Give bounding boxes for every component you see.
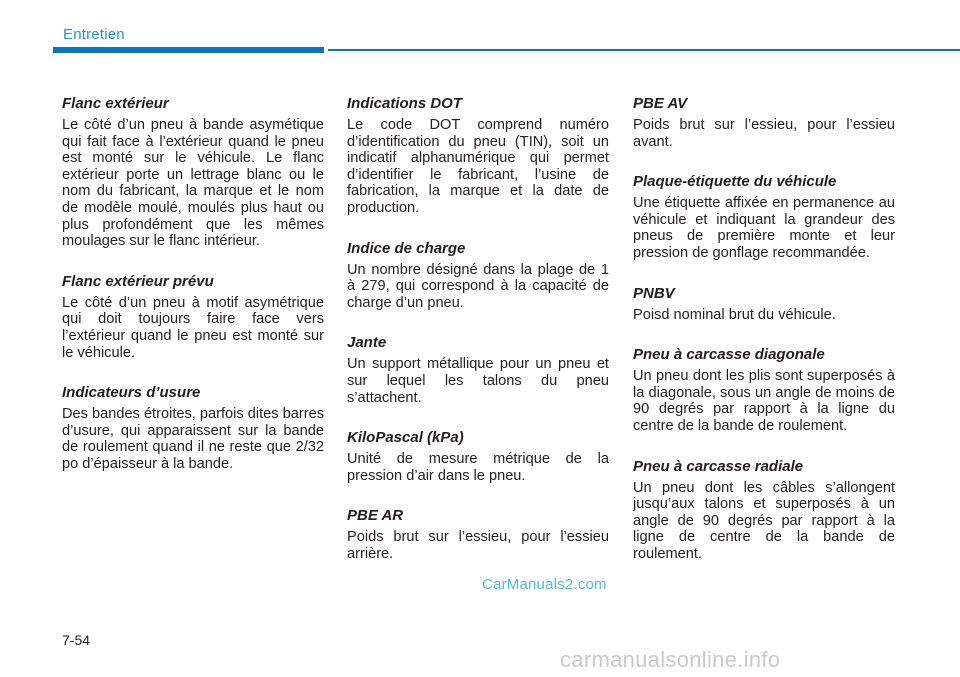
entry [347,239,609,312]
term-description: Une étiquette affixée en permanence au véhicule et indiquant la grandeur des pneus de première monte et leur pression de gonflage recommandée. [633,195,895,261]
header-rule-thin [328,49,960,51]
header-rule-thick [53,47,324,53]
entry [347,428,609,484]
term-heading: Indications DOT [347,95,463,112]
section-title: Entretien [63,26,125,43]
page-number: 7-54 [62,632,91,648]
entry [633,94,895,150]
term-description: Un pneu dont les câbles s’allongent jusqu’aux talons et superposés à un angle de 90 degrés par rapport à la ligne de centre de la bande de roulement. [633,479,895,562]
entry [347,506,609,562]
term-heading: Plaque-étiquette du véhicule [633,173,837,191]
entry [633,345,895,434]
term-heading: Flanc extérieur [62,95,169,112]
term-description: Le côté d’un pneu à bande asymétique qui fait face à l’extérieur quand le pneu est monté sur le véhicule. Le flanc extérieur porte un lettrage blanc ou le nom du fabricant, la marque et le nom de modèle moulé, moulés plus haut ou plus profondément que les mêmes moulages sur le flanc intérieur. [62,117,324,250]
entry [347,333,609,406]
term-heading: PNBV [633,284,675,302]
entry [62,272,324,361]
term-description: Poids brut sur l’essieu, pour l’essieu avant. [633,117,895,150]
term-heading: PBE AR [347,507,404,525]
entry [62,383,324,472]
entry [633,284,895,324]
term-heading: Pneu à carcasse radiale [633,457,804,475]
term-description: Unité de mesure métrique de la pression d’air dans le pneu. [347,451,609,484]
term-description: Le code DOT comprend numéro d’identification du pneu (TIN), soit un indicatif alphanumérique qui permet d’identifier le fabricant, l’usine de fabrication, la marque et la date de production. [347,117,609,216]
column-3 [633,94,895,585]
entry [633,172,895,261]
term-description: Le côté d’un pneu à motif asymétrique qui doit toujours faire face vers l’extérieur quand le pneu est monté sur le véhicule. [62,294,324,361]
term-description: Poids brut sur l’essieu, pour l’essieu arrière. [347,529,609,562]
term-heading: Jante [347,334,387,352]
carmanuals-watermark: CarManuals2.com [482,576,607,593]
site-watermark: carmanualsonline.info [560,647,781,672]
column-1 [62,94,324,495]
term-heading: Flanc extérieur prévu [62,272,214,290]
entry [62,94,324,250]
term-heading: PBE AV [633,95,688,112]
term-heading: KiloPascal (kPa) [347,429,464,447]
term-description: Un nombre désigné dans la plage de 1 à 279, qui correspond à la capacité de charge d’un pneu. [347,261,609,311]
term-heading: Pneu à carcasse diagonale [633,346,825,364]
term-description: Un support métallique pour un pneu et sur lequel les talons du pneu s’attachent. [347,356,609,406]
term-description: Un pneu dont les plis sont superposés à la diagonale, sous un angle de moins de 90 degrés par rapport à la ligne du centre de la bande de roulement. [633,368,895,434]
column-2 [347,94,609,585]
entry [633,457,895,563]
term-heading: Indicateurs d’usure [62,384,201,402]
term-description: Poisd nominal brut du véhicule. [633,306,836,323]
entry [347,94,609,217]
term-heading: Indice de charge [347,239,466,257]
term-description: Des bandes étroites, parfois dites barres d’usure, qui apparaissent sur la bande de roulement quand il ne reste que 2/32 po d’épaisseur à la bande. [62,406,325,472]
